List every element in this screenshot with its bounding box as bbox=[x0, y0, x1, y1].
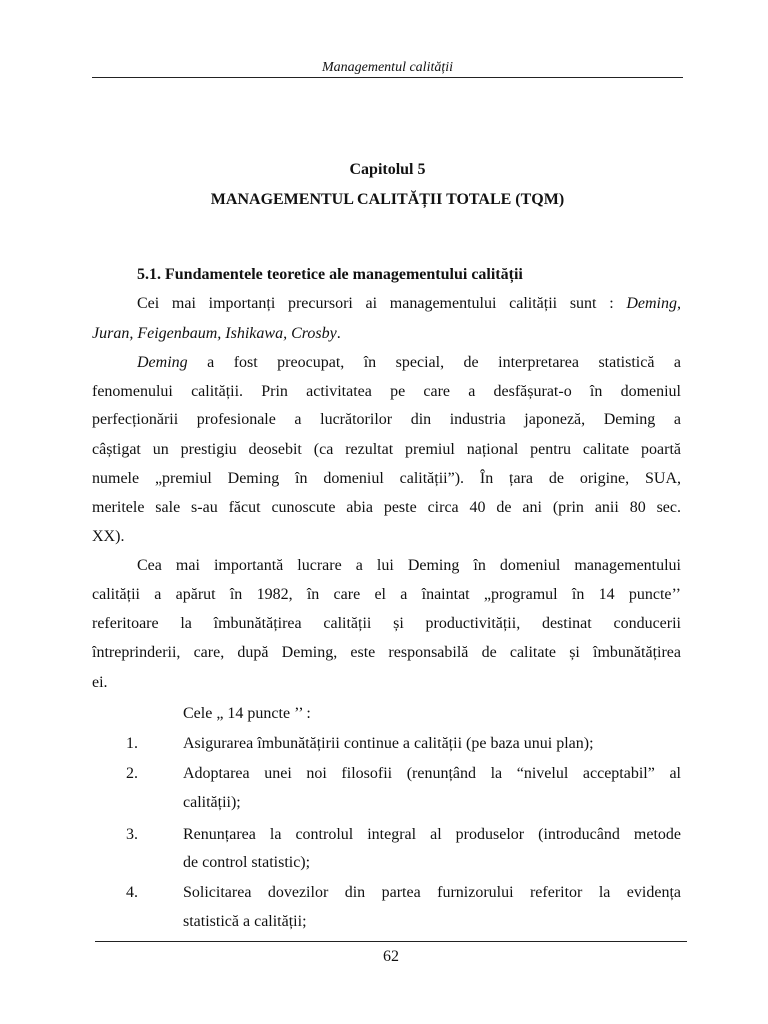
list-item-4-number: 4. bbox=[126, 884, 138, 901]
paragraph-1-line-2 bbox=[92, 324, 681, 344]
list-item-3-text: Renunțarea la controlul integral al produselor (introducând metode bbox=[183, 826, 681, 843]
p2-italic-deming: Deming bbox=[137, 354, 188, 371]
list-item-3-text-cont: de control statistic); bbox=[183, 854, 311, 871]
list-item-4-text-cont: statistică a calității; bbox=[183, 913, 307, 930]
paragraph-3-line-4: întreprinderii, care, după Deming, este responsabilă de calitate și îmbunătățirea bbox=[92, 644, 681, 661]
p1-period: . bbox=[336, 325, 341, 342]
paragraph-2-line-5: numele „premiul Deming în domeniul calității”). În țara de origine, SUA, bbox=[92, 470, 681, 487]
paragraph-3-line-2: calității a apărut în 1982, în care el a înaintat „programul în 14 puncte’’ bbox=[92, 586, 681, 603]
paragraph-2-line-2: fenomenului calității. Prin activitatea pe care a desfășurat-o în domeniul bbox=[92, 383, 681, 400]
paragraph-1-line-1 bbox=[137, 294, 681, 314]
list-item-1-text: Asigurarea îmbunătățirii continue a calității (pe baza unui plan); bbox=[183, 735, 594, 752]
paragraph-2-line-6: meritele sale s-au făcut cunoscute abia peste circa 40 de ani (prin anii 80 sec. bbox=[92, 499, 681, 516]
paragraph-3-line-1: Cea mai importantă lucrare a lui Deming în domeniul managementului bbox=[137, 557, 681, 574]
list-item-3-number: 3. bbox=[126, 826, 138, 843]
paragraph-2-line-7: XX). bbox=[92, 528, 125, 545]
header-rule bbox=[92, 77, 683, 78]
p1-text: Cei mai importanți precursori ai managementului calității sunt : bbox=[137, 295, 627, 312]
paragraph-3-line-5: ei. bbox=[92, 674, 108, 691]
paragraph-2-line-3: perfecționării profesionale a lucrătorilor din industria japoneză, Deming a bbox=[92, 411, 681, 428]
list-item-2-text-cont: calității); bbox=[183, 794, 241, 811]
list-item-1-number: 1. bbox=[126, 735, 138, 752]
chapter-title: MANAGEMENTUL CALITĂȚII TOTALE (TQM) bbox=[210, 191, 565, 208]
section-heading: 5.1. Fundamentele teoretice ale managementului calității bbox=[137, 266, 523, 283]
running-header: Managementul calității bbox=[321, 60, 454, 75]
list-intro: Cele „ 14 puncte ’’ : bbox=[183, 705, 311, 722]
paragraph-3-line-3: referitoare la îmbunătățirea calității și productivității, destinat conducerii bbox=[92, 615, 681, 632]
p1-italic-names: Deming, bbox=[626, 295, 681, 312]
paragraph-2-line-1 bbox=[137, 353, 681, 373]
paragraph-2-line-4: câștigat un prestigiu deosebit (ca rezultat premiul național pentru calitate poartă bbox=[92, 441, 681, 458]
page-number: 62 bbox=[383, 948, 399, 965]
list-item-2-number: 2. bbox=[126, 765, 138, 782]
footer-rule bbox=[95, 941, 687, 942]
p2-text: a fost preocupat, în special, de interpretarea statistică a bbox=[187, 354, 681, 371]
list-item-2-text: Adoptarea unei noi filosofii (renunțând la “nivelul acceptabil” al bbox=[183, 765, 681, 782]
list-item-4-text: Solicitarea dovezilor din partea furnizorului referitor la evidența bbox=[183, 884, 681, 901]
p1-italic-names-2: Juran, Feigenbaum, Ishikawa, Crosby bbox=[92, 325, 337, 342]
chapter-number: Capitolul 5 bbox=[349, 161, 426, 178]
